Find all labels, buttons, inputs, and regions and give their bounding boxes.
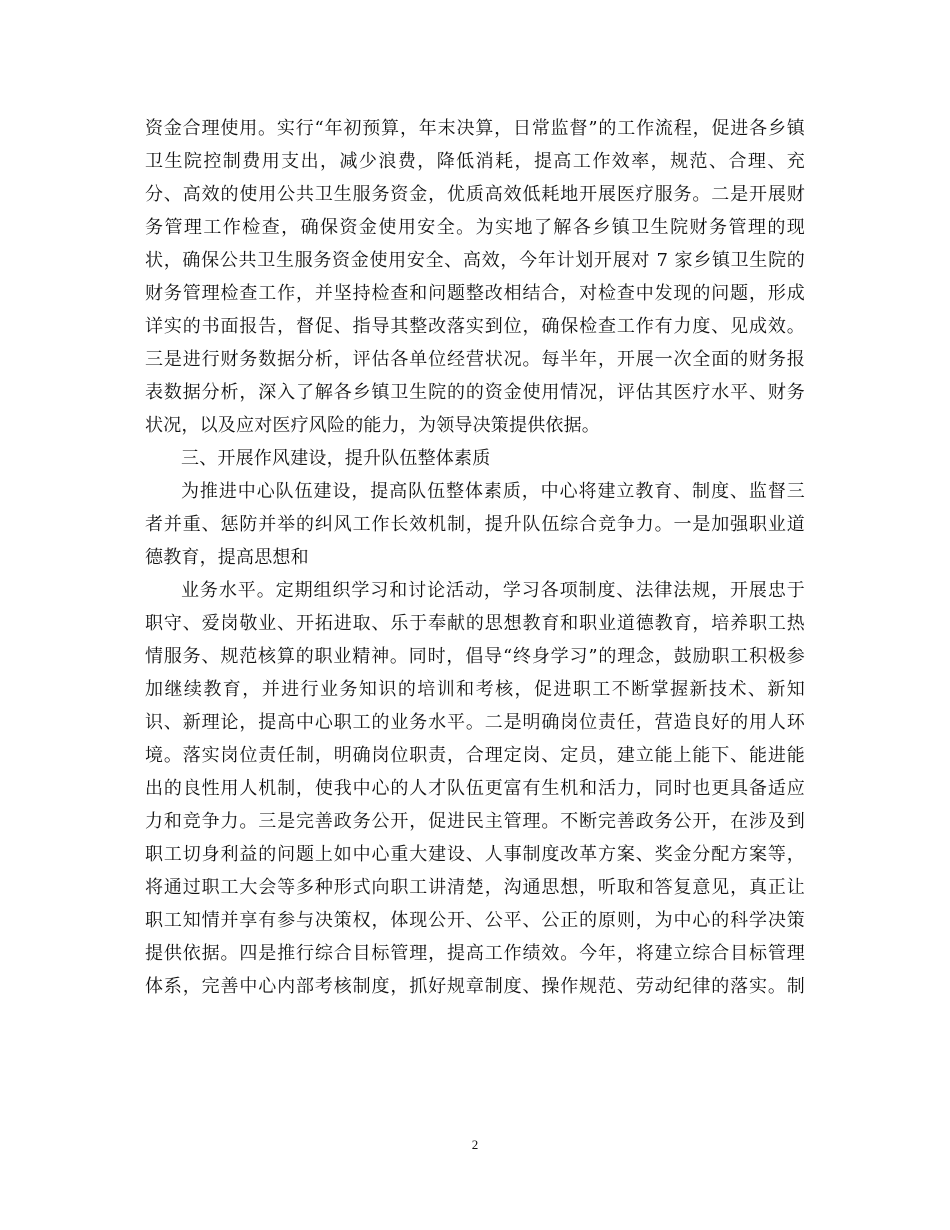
- body-text: [145, 112, 805, 1003]
- text-line: 职守、爱岗敬业、开拓进取、乐于奉献的思想教育和职业道德教育，培养职工热: [145, 613, 805, 634]
- text-line: 德教育，提高思想和: [145, 547, 309, 568]
- text-line: 力和竞争力。三是完善政务公开，促进民主管理。不断完善政务公开，在涉及到: [145, 811, 805, 832]
- text-line: 资金合理使用。实行“年初预算，年末决算，日常监督”的工作流程，促进各乡镇: [145, 118, 805, 139]
- text-line: 三、开展作风建设，提升队伍整体素质: [181, 448, 491, 469]
- text-line: 体系，完善中心内部考核制度，抓好规章制度、操作规范、劳动纪律的落实。制: [145, 976, 805, 997]
- text-line: 三是进行财务数据分析，评估各单位经营状况。每半年，开展一次全面的财务报: [145, 349, 805, 370]
- text-line: 识、新理论，提高中心职工的业务水平。二是明确岗位责任，营造良好的用人环: [145, 712, 805, 733]
- text-line: 职工切身利益的问题上如中心重大建设、人事制度改革方案、奖金分配方案等，: [145, 844, 805, 865]
- text-line: 情服务、规范核算的职业精神。同时，倡导“终身学习”的理念，鼓励职工积极参: [145, 646, 805, 667]
- text-line: 详实的书面报告，督促、指导其整改落实到位，确保检查工作有力度、见成效。: [145, 316, 805, 337]
- text-line: 财务管理检查工作，并坚持检查和问题整改相结合，对检查中发现的问题，形成: [145, 283, 805, 304]
- text-line: 业务水平。定期组织学习和讨论活动，学习各项制度、法律法规，开展忠于: [181, 580, 805, 601]
- text-line: 卫生院控制费用支出，减少浪费，降低消耗，提高工作效率，规范、合理、充: [145, 151, 805, 172]
- text-line: 将通过职工大会等多种形式向职工讲清楚，沟通思想，听取和答复意见，真正让: [145, 877, 805, 898]
- text-line: 加继续教育，并进行业务知识的培训和考核，促进职工不断掌握新技术、新知: [145, 679, 805, 700]
- text-line: 职工知情并享有参与决策权，体现公开、公平、公正的原则，为中心的科学决策: [145, 910, 805, 931]
- page-number: 2: [471, 1137, 479, 1152]
- text-line: 务管理工作检查，确保资金使用安全。为实地了解各乡镇卫生院财务管理的现: [145, 217, 805, 238]
- text-line: 出的良性用人机制，使我中心的人才队伍更富有生机和活力，同时也更具备适应: [145, 778, 805, 799]
- text-line: 境。落实岗位责任制，明确岗位职责，合理定岗、定员，建立能上能下、能进能: [145, 745, 805, 766]
- text-line: 分、高效的使用公共卫生服务资金，优质高效低耗地开展医疗服务。二是开展财: [145, 184, 805, 205]
- text-line: 状况，以及应对医疗风险的能力，为领导决策提供依据。: [145, 415, 600, 436]
- text-line: 状，确保公共卫生服务资金使用安全、高效，今年计划开展对 7 家乡镇卫生院的: [145, 250, 805, 271]
- text-line: 表数据分析，深入了解各乡镇卫生院的的资金使用情况，评估其医疗水平、财务: [145, 382, 805, 403]
- text-line: 者并重、惩防并举的纠风工作长效机制，提升队伍综合竞争力。一是加强职业道: [145, 514, 805, 535]
- text-line: 为推进中心队伍建设，提高队伍整体素质，中心将建立教育、制度、监督三: [181, 481, 805, 502]
- text-line: 提供依据。四是推行综合目标管理，提高工作绩效。今年，将建立综合目标管理: [145, 943, 805, 964]
